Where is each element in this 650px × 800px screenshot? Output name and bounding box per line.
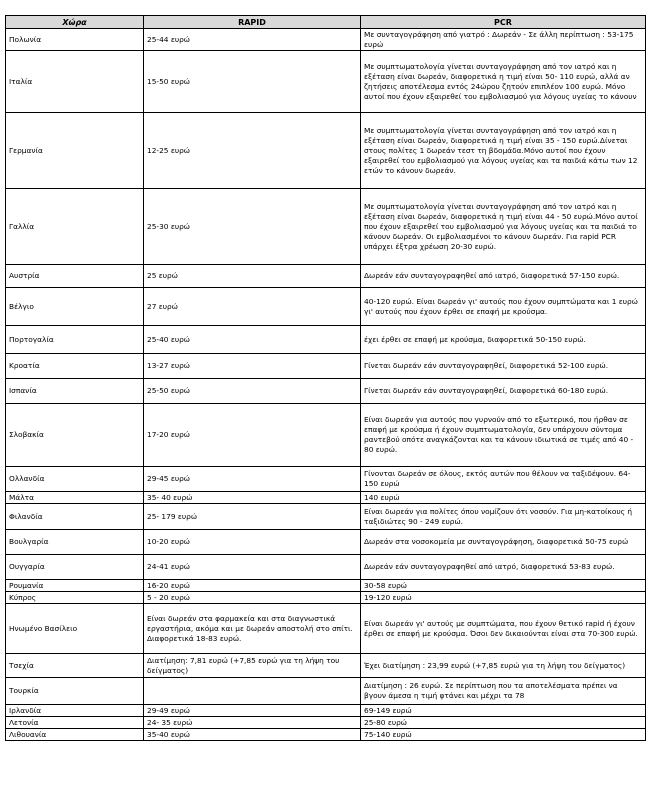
country-cell: Πορτογαλία (6, 326, 144, 354)
rapid-price-cell: 17-20 ευρώ (144, 404, 361, 467)
table-row (6, 404, 646, 467)
table-row (6, 604, 646, 654)
rapid-price-cell (144, 678, 361, 705)
table-row (6, 504, 646, 530)
table-row (6, 717, 646, 729)
pcr-price-cell: 19-120 ευρώ (361, 592, 646, 604)
country-cell: Ρουμανία (6, 580, 144, 592)
country-cell: Ιταλία (6, 51, 144, 113)
price-table (5, 15, 646, 741)
pcr-price-cell: 40-120 ευρώ. Είναι δωρεάν γι' αυτούς που έχουν συμπτώματα και 1 ευρώ γι' αυτούς που έχουν έρθει σε επαφή με κρούσμα. (361, 288, 646, 326)
table-row (6, 265, 646, 288)
rapid-price-cell: 12-25 ευρώ (144, 113, 361, 189)
country-cell: Φιλανδία (6, 504, 144, 530)
rapid-price-cell: 10-20 ευρώ (144, 530, 361, 555)
country-cell: Λιθουανία (6, 729, 144, 741)
rapid-price-cell: 29-45 ευρώ (144, 467, 361, 492)
table-row (6, 189, 646, 265)
pcr-price-cell: Γίνεται δωρεάν εάν συνταγογραφηθεί, διαφορετικά 60-180 ευρώ. (361, 379, 646, 404)
pcr-price-cell: 69-149 ευρώ (361, 705, 646, 717)
pcr-price-cell: 25-80 ευρώ (361, 717, 646, 729)
country-cell: Πολωνία (6, 29, 144, 51)
table-row (6, 288, 646, 326)
pcr-price-cell: Είναι δωρεάν για αυτούς που γυρνούν από το εξωτερικό, που ήρθαν σε επαφή με κρούσμα ή έχουν συμπτωματολογία, δεν υπάρχουν σύντομα ραντεβού οπότε αναγκάζονται και τα κάνουν ιδιωτικά σε τιμές από 40 - 80 ευρώ. (361, 404, 646, 467)
header-pcr: PCR (361, 16, 646, 29)
table-row (6, 705, 646, 717)
rapid-price-cell: 24-41 ευρώ (144, 555, 361, 580)
table-row (6, 354, 646, 379)
table-row (6, 492, 646, 504)
table-row (6, 29, 646, 51)
table-row (6, 580, 646, 592)
table-row (6, 51, 646, 113)
header-country: Χώρα (6, 16, 144, 29)
country-cell: Τουρκία (6, 678, 144, 705)
pcr-price-cell: Είναι δωρεάν γι' αυτούς με συμπτώματα, που έχουν θετικό rapid ή έχουν έρθει σε επαφή με κρούσμα. Όσοι δεν δικαιούνται είναι στα 70-300 ευρώ. (361, 604, 646, 654)
country-cell: Βουλγαρία (6, 530, 144, 555)
country-cell: Γαλλία (6, 189, 144, 265)
country-cell: Ηνωμένο Βασίλειο (6, 604, 144, 654)
rapid-price-cell: 27 ευρώ (144, 288, 361, 326)
pcr-price-cell: Με συμπτωματολογία γίνεται συνταγογράφηση από τον ιατρό και η εξέταση είναι δωρεάν, διαφορετικά η τιμή είναι 35 - 150 ευρώ.Δίνεται στους πολίτες 1 δωρεάν τεστ τη βδομάδα.Μόνο αυτοί που έχουν εξαιρεθεί του εμβολιασμού για λόγους υγείας και τα παιδιά κάτω των 12 ετών το κάνουν δωρεάν. (361, 113, 646, 189)
rapid-price-cell: 35-40 ευρώ (144, 729, 361, 741)
country-cell: Ισπανία (6, 379, 144, 404)
rapid-price-cell: 13-27 ευρώ (144, 354, 361, 379)
pcr-price-cell: 30-58 ευρώ (361, 580, 646, 592)
country-cell: Κύπρος (6, 592, 144, 604)
table-row (6, 326, 646, 354)
rapid-price-cell: 25-30 ευρώ (144, 189, 361, 265)
rapid-price-cell: 29-49 ευρώ (144, 705, 361, 717)
pcr-price-cell: Με συμπτωματολογία γίνεται συνταγογράφηση από τον ιατρό και η εξέταση είναι δωρεάν, διαφορετικά η τιμή είναι 50- 110 ευρώ, αλλά αν ζητήσεις αποτέλεσμα εντός 24ώρου ζητούν επιπλέον 100 ευρώ. Μόνο αυτοί που έχουν εξαιρεθεί του εμβολιασμού για λόγους υγείας το κάνουν (361, 51, 646, 113)
table-row (6, 555, 646, 580)
pcr-price-cell: 75-140 ευρώ (361, 729, 646, 741)
table-row (6, 379, 646, 404)
rapid-price-cell: 25-40 ευρώ (144, 326, 361, 354)
rapid-price-cell: 15-50 ευρώ (144, 51, 361, 113)
country-cell: Βέλγιο (6, 288, 144, 326)
table-row (6, 678, 646, 705)
rapid-price-cell: 24- 35 ευρώ (144, 717, 361, 729)
table-row (6, 729, 646, 741)
pcr-price-cell: Είναι δωρεάν για πολίτες όπου νομίζουν ότι νοσούν. Για μη-κατοίκους ή ταξιδιώτες 90 - 249 ευρώ. (361, 504, 646, 530)
table-row (6, 530, 646, 555)
rapid-price-cell: Είναι δωρεάν στα φαρμακεία και στα διαγνωστικά εργαστήρια, ακόμα και με δωρεάν αποστολή στο σπίτι. Διαφορετικά 18-83 ευρώ. (144, 604, 361, 654)
table-row (6, 654, 646, 678)
rapid-price-cell: 25 ευρώ (144, 265, 361, 288)
country-cell: Ουγγαρία (6, 555, 144, 580)
country-cell: Ιρλανδία (6, 705, 144, 717)
pcr-price-cell: 140 ευρώ (361, 492, 646, 504)
pcr-price-cell: Με συνταγογράφηση από γιατρό : Δωρεάν - Σε άλλη περίπτωση : 53-175 ευρώ (361, 29, 646, 51)
rapid-price-cell: 16-20 ευρώ (144, 580, 361, 592)
table-row (6, 467, 646, 492)
rapid-price-cell: 25- 179 ευρώ (144, 504, 361, 530)
table-row (6, 592, 646, 604)
rapid-price-cell: 25-50 ευρώ (144, 379, 361, 404)
pcr-price-cell: Δωρεάν εάν συνταγογραφηθεί από ιατρό, διαφορετικά 57-150 ευρώ. (361, 265, 646, 288)
pcr-price-cell: Δωρεάν εάν συνταγογραφηθεί από ιατρό, διαφορετικά 53-83 ευρώ. (361, 555, 646, 580)
country-cell: Σλοβακία (6, 404, 144, 467)
pcr-price-cell: Διατίμηση : 26 ευρώ. Σε περίπτωση που τα αποτελέσματα πρέπει να βγουν άμεσα η τιμή φτάνει και μέχρι τα 78 (361, 678, 646, 705)
pcr-price-cell: Με συμπτωματολογία γίνεται συνταγογράφηση από τον ιατρό και η εξέταση είναι δωρεάν, διαφορετικά η τιμή είναι 44 - 50 ευρώ.Μόνο αυτοί που έχουν εξαιρεθεί του εμβολιασμού για λόγους υγείας και τα παιδιά το κάνουν δωρεάν. Οι εμβολιασμένοι το κάνουν δωρεάν. Για rapid PCR υπάρχει έξτρα χρέωση 20-30 ευρώ. (361, 189, 646, 265)
country-cell: Γερμανία (6, 113, 144, 189)
rapid-price-cell: 25-44 ευρώ (144, 29, 361, 51)
rapid-price-cell: Διατίμηση: 7,81 ευρώ (+7,85 ευρώ για τη λήψη του δείγματος) (144, 654, 361, 678)
country-cell: Τσεχία (6, 654, 144, 678)
pcr-price-cell: Γίνονται δωρεάν σε όλους, εκτός αυτών που θέλουν να ταξιδέψουν. 64-150 ευρώ (361, 467, 646, 492)
country-cell: Κροατία (6, 354, 144, 379)
header-row (6, 16, 646, 29)
header-rapid: RAPID (144, 16, 361, 29)
table-row (6, 113, 646, 189)
country-cell: Λετονία (6, 717, 144, 729)
country-cell: Μάλτα (6, 492, 144, 504)
pcr-price-cell: Δωρεάν στα νοσοκομεία με συνταγογράφηση, διαφορετικά 50-75 ευρώ (361, 530, 646, 555)
pcr-price-cell: Γίνεται δωρεάν εάν συνταγογραφηθεί, διαφορετικά 52-100 ευρώ. (361, 354, 646, 379)
country-cell: Αυστρία (6, 265, 144, 288)
country-cell: Ολλανδία (6, 467, 144, 492)
pcr-price-cell: Έχει διατίμηση : 23,99 ευρώ (+7,85 ευρώ για τη λήψη του δείγματος) (361, 654, 646, 678)
rapid-price-cell: 5 - 20 ευρώ (144, 592, 361, 604)
rapid-price-cell: 35- 40 ευρώ (144, 492, 361, 504)
pcr-price-cell: έχει έρθει σε επαφή με κρούσμα, διαφορετικά 50-150 ευρώ. (361, 326, 646, 354)
